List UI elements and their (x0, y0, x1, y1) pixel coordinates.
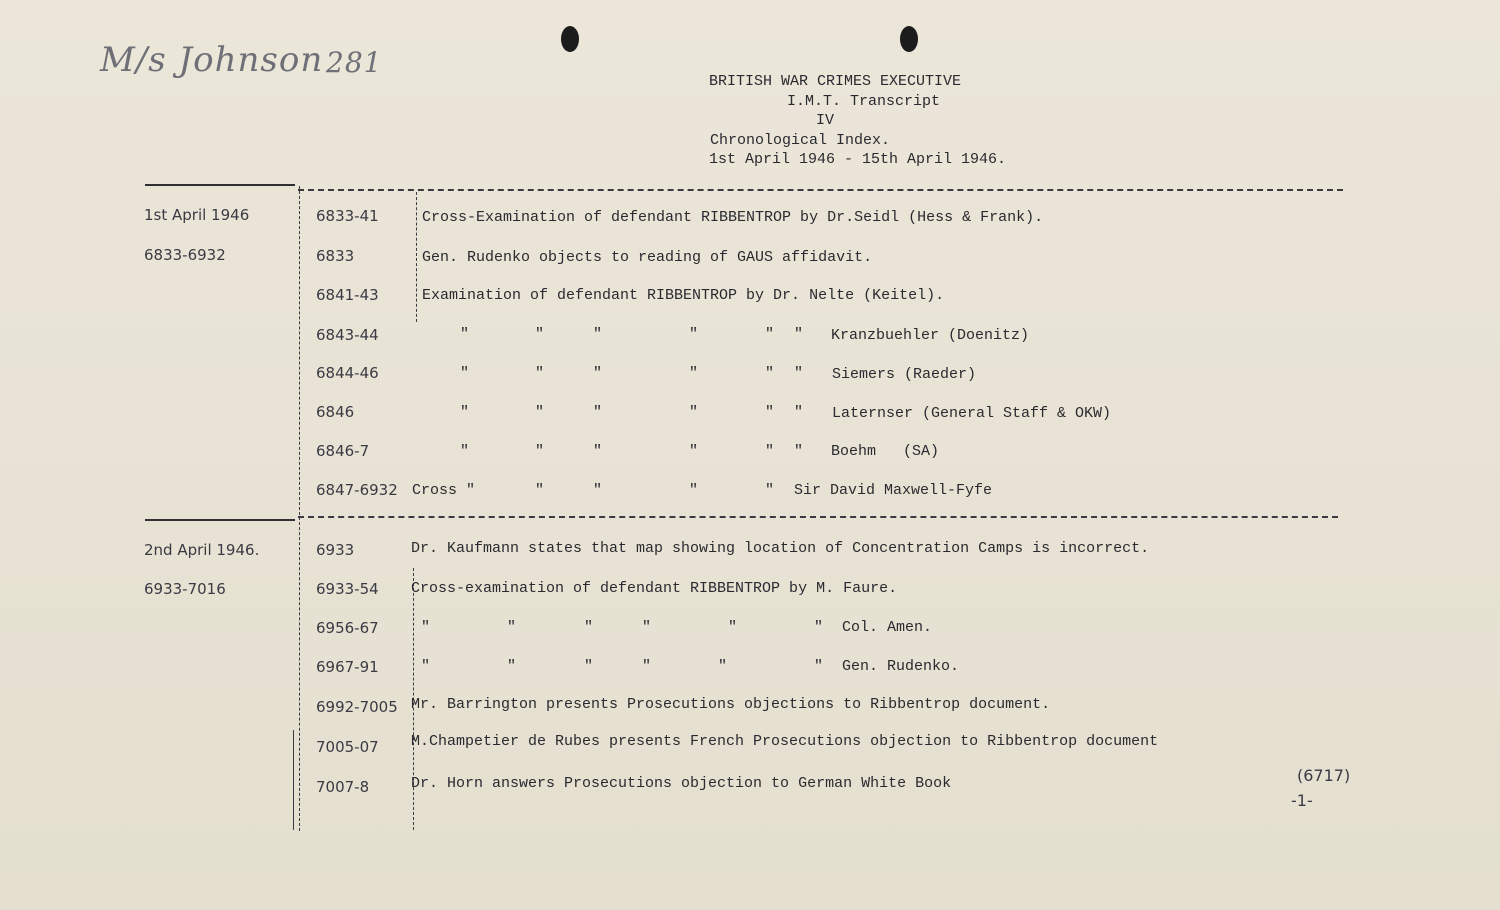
entry-text: Dr. Kaufmann states that map showing location of Concentration Camps is incorrect. (411, 540, 1150, 557)
ditto-mark: " (642, 619, 652, 636)
entry-text: Col. Amen. (842, 619, 933, 636)
entry-text: Sir David Maxwell-Fyfe (794, 482, 993, 499)
entry-text: M.Champetier de Rubes presents French Prosecutions objection to Ribbentrop document (411, 733, 1159, 750)
entry-pages: 6846-7 (316, 442, 370, 460)
ditto-mark: " (460, 365, 470, 382)
entry-text: Mr. Barrington presents Prosecutions objections to Ribbentrop document. (411, 696, 1051, 713)
punch-hole-right (900, 26, 918, 52)
ditto-mark: " (460, 326, 470, 343)
entry-text: Laternser (General Staff & OKW) (832, 405, 1112, 422)
handwritten-note: M/s Johnson (100, 40, 324, 80)
ditto-mark: " (535, 365, 545, 382)
section-1-date: 1st April 1946 (144, 206, 250, 224)
date-column-divider-lower (293, 730, 294, 830)
entry-pages: 6847-6932 (316, 481, 398, 499)
entry-pages: 6833 (316, 247, 355, 265)
entry-pages: 6967-91 (316, 658, 379, 676)
ditto-mark: " (421, 619, 431, 636)
header-date-range: 1st April 1946 - 15th April 1946. (709, 151, 1007, 168)
entry-text: Examination of defendant RIBBENTROP by Dr. Nelte (Keitel). (422, 287, 945, 304)
ditto-mark: " (814, 619, 824, 636)
section-1-range: 6833-6932 (144, 246, 226, 264)
entry-pages: 7005-07 (316, 738, 379, 756)
ditto-mark: " (689, 443, 699, 460)
handwritten-number: 281 (326, 46, 383, 79)
ditto-mark: " (584, 658, 594, 675)
entry-text: Cross-Examination of defendant RIBBENTROP by Dr.Seidl (Hess & Frank). (422, 209, 1044, 226)
ditto-mark: " (689, 404, 699, 421)
entry-text: Siemers (Raeder) (832, 366, 977, 383)
ditto-mark: " (814, 658, 824, 675)
entry-pages: 6956-67 (316, 619, 379, 637)
ditto-mark: " (584, 619, 594, 636)
ditto-mark: " (689, 365, 699, 382)
header-volume: IV (816, 112, 835, 129)
ditto-mark: " (593, 482, 603, 499)
ditto-mark: " (728, 619, 738, 636)
ditto-mark: " (593, 365, 603, 382)
page-number: -1- (1291, 791, 1313, 810)
ditto-mark: " (765, 443, 775, 460)
header-organisation: BRITISH WAR CRIMES EXECUTIVE (709, 73, 962, 90)
ditto-mark: " (794, 404, 804, 421)
header-transcript: I.M.T. Transcript (787, 93, 941, 110)
entry-text: Cross-examination of defendant RIBBENTROP by M. Faure. (411, 580, 898, 597)
date-column-divider (299, 186, 300, 831)
ditto-mark: " (689, 326, 699, 343)
ditto-mark: " (535, 443, 545, 460)
header-index-title: Chronological Index. (710, 132, 891, 149)
ditto-mark: " (765, 365, 775, 382)
entry-pages: 6846 (316, 403, 355, 421)
ditto-mark: " (718, 658, 728, 675)
ditto-mark: " (535, 404, 545, 421)
ditto-mark: " (421, 658, 431, 675)
ditto-mark: " (765, 404, 775, 421)
entry-prefix: Cross " (412, 482, 476, 499)
entry-text: Kranzbuehler (Doenitz) (831, 327, 1030, 344)
transcript-reference: (6717) (1297, 766, 1351, 785)
ditto-mark: " (794, 365, 804, 382)
ditto-mark: " (689, 482, 699, 499)
ditto-mark: " (593, 404, 603, 421)
ditto-mark: " (794, 326, 804, 343)
ditto-mark: " (593, 326, 603, 343)
page-column-divider (416, 192, 417, 322)
top-rule (145, 184, 295, 186)
ditto-mark: " (642, 658, 652, 675)
entry-text: Gen. Rudenko objects to reading of GAUS affidavit. (422, 249, 873, 266)
middle-rule-dashed (298, 516, 1338, 518)
ditto-mark: " (535, 326, 545, 343)
entry-pages: 6833-41 (316, 207, 379, 225)
entry-pages: 6933-54 (316, 580, 379, 598)
entry-pages: 6843-44 (316, 326, 379, 344)
entry-pages: 6992-7005 (316, 698, 398, 716)
middle-rule (145, 519, 295, 521)
section-2-date: 2nd April 1946. (144, 541, 260, 559)
entry-pages: 6933 (316, 541, 355, 559)
ditto-mark: " (507, 658, 517, 675)
ditto-mark: " (794, 443, 804, 460)
entry-text: Boehm (SA) (831, 443, 940, 460)
ditto-mark: " (460, 443, 470, 460)
top-rule-dashed (298, 189, 1343, 191)
ditto-mark: " (460, 404, 470, 421)
section-2-range: 6933-7016 (144, 580, 226, 598)
ditto-mark: " (593, 443, 603, 460)
ditto-mark: " (765, 326, 775, 343)
entry-pages: 6844-46 (316, 364, 379, 382)
ditto-mark: " (507, 619, 517, 636)
ditto-mark: " (535, 482, 545, 499)
entry-pages: 7007-8 (316, 778, 370, 796)
entry-pages: 6841-43 (316, 286, 379, 304)
entry-text: Dr. Horn answers Prosecutions objection to German White Book (411, 775, 952, 792)
ditto-mark: " (765, 482, 775, 499)
punch-hole-left (561, 26, 579, 52)
entry-text: Gen. Rudenko. (842, 658, 960, 675)
